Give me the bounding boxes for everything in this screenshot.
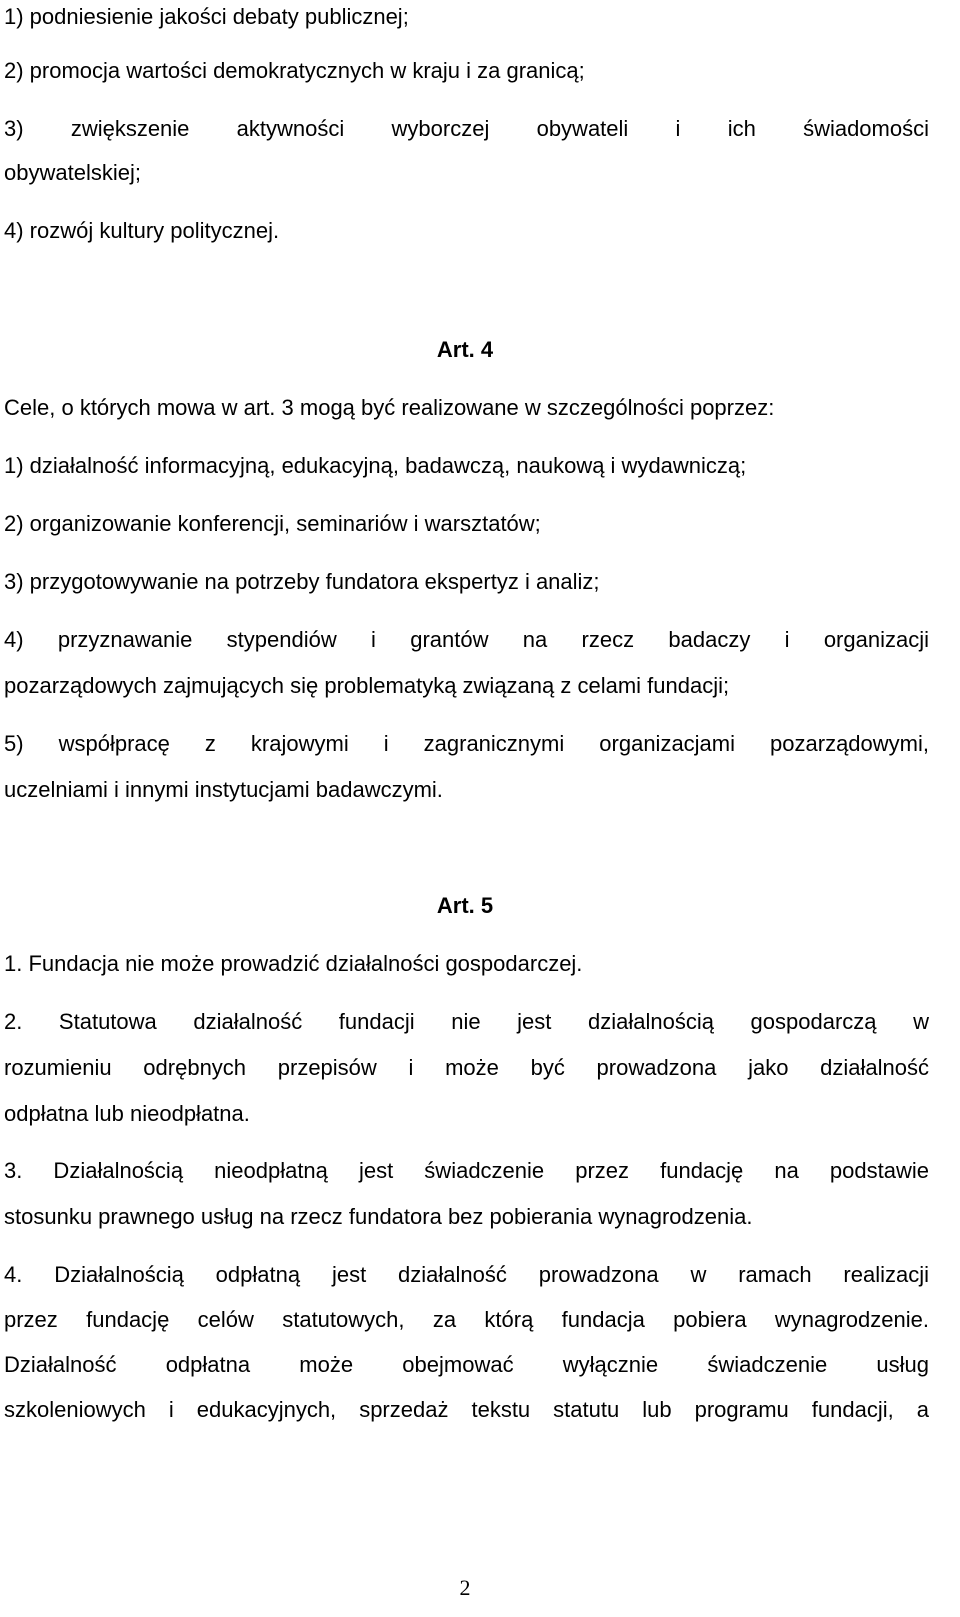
art-5-para-3-line-2: stosunku prawnego usług na rzecz fundatora bez pobierania wynagrodzenia. — [4, 1204, 753, 1229]
goal-2: 2) promocja wartości demokratycznych w kraju i za granicą; — [4, 58, 585, 83]
goal-1: 1) podniesienie jakości debaty publicznej; — [4, 4, 409, 29]
art-4-item-5-line-2: uczelniami i innymi instytucjami badawczymi. — [4, 777, 443, 802]
goal-3-line-1: 3) zwiększenie aktywności wyborczej obywateli i ich świadomości — [4, 116, 929, 141]
art-4-item-3: 3) przygotowywanie na potrzeby fundatora ekspertyz i analiz; — [4, 569, 600, 594]
goal-4: 4) rozwój kultury politycznej. — [4, 218, 280, 243]
art-5-para-2-line-1: 2. Statutowa działalność fundacji nie jest działalnością gospodarczą w — [4, 1009, 929, 1034]
goal-3-line-2: obywatelskiej; — [4, 160, 141, 185]
art-4-item-4-line-1: 4) przyznawanie stypendiów i grantów na rzecz badaczy i organizacji — [4, 627, 929, 652]
art-5-heading: Art. 5 — [436, 893, 494, 918]
art-5-para-1: 1. Fundacja nie może prowadzić działalności gospodarczej. — [4, 951, 583, 976]
art-4-item-4-line-2: pozarządowych zajmujących się problematyką związaną z celami fundacji; — [4, 673, 730, 698]
page-number: 2 — [459, 1575, 471, 1600]
art-5-para-4-line-4: szkoleniowych i edukacyjnych, sprzedaż tekstu statutu lub programu fundacji, a — [4, 1397, 929, 1422]
art-4-item-1: 1) działalność informacyjną, edukacyjną, badawczą, naukową i wydawniczą; — [4, 453, 747, 478]
art-5-para-4-line-1: 4. Działalnością odpłatną jest działalność prowadzona w ramach realizacji — [4, 1262, 929, 1287]
art-5-para-4-line-3: Działalność odpłatna może obejmować wyłącznie świadczenie usług — [4, 1352, 929, 1377]
art-5-para-3-line-1: 3. Działalnością nieodpłatną jest świadczenie przez fundację na podstawie — [4, 1158, 929, 1183]
art-5-para-4-line-2: przez fundację celów statutowych, za którą fundacja pobiera wynagrodzenie. — [4, 1307, 929, 1332]
art-4-item-2: 2) organizowanie konferencji, seminariów i warsztatów; — [4, 511, 541, 536]
art-4-item-5-line-1: 5) współpracę z krajowymi i zagranicznymi organizacjami pozarządowymi, — [4, 731, 929, 756]
art-5-para-2-line-3: odpłatna lub nieodpłatna. — [4, 1101, 250, 1126]
art-4-intro: Cele, o których mowa w art. 3 mogą być realizowane w szczególności poprzez: — [4, 395, 775, 420]
art-4-heading: Art. 4 — [436, 337, 494, 362]
art-5-para-2-line-2: rozumieniu odrębnych przepisów i może być prowadzona jako działalność — [4, 1055, 929, 1080]
